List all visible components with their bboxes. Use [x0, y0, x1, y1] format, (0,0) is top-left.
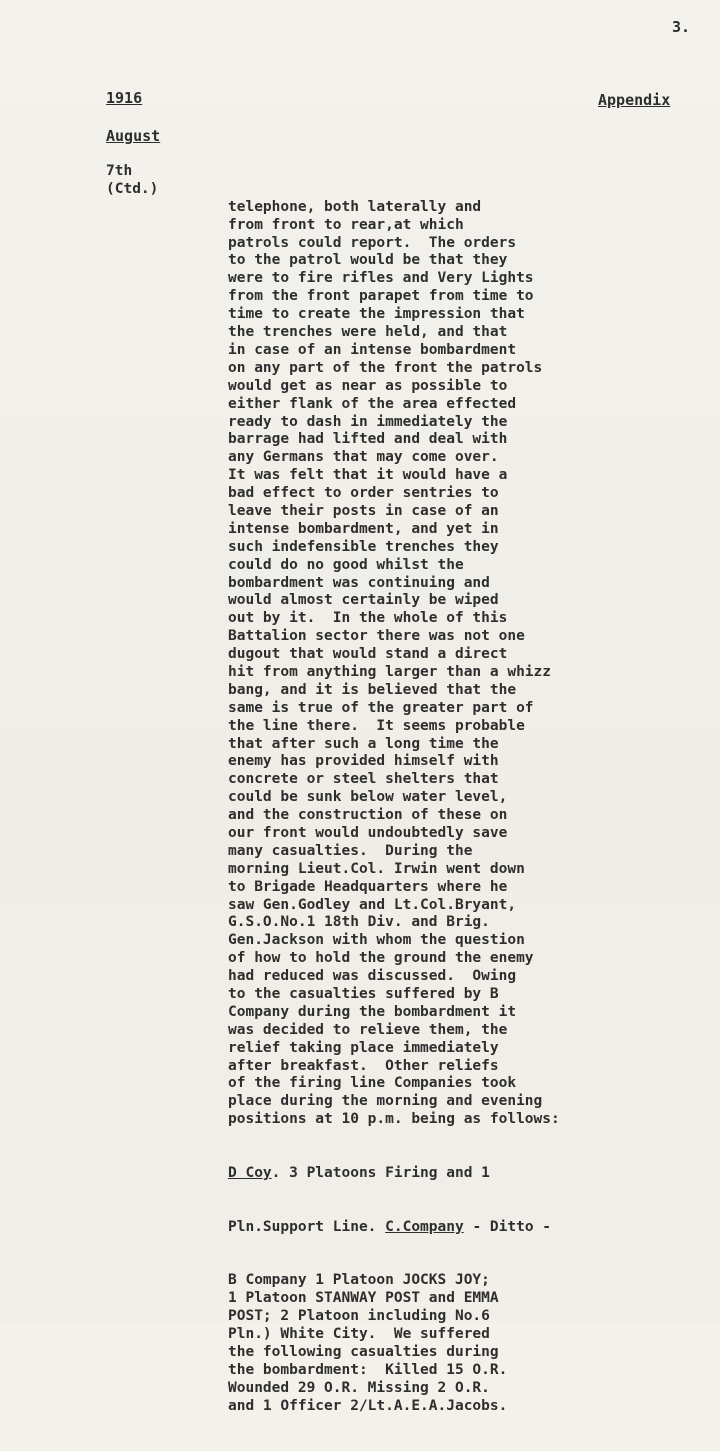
entry-line: Battalion sector there was not one [228, 628, 525, 645]
entry-line: and 1 Officer 2/Lt.A.E.A.Jacobs. [228, 1397, 508, 1414]
entry-line: morning Lieut.Col. Irwin went down [228, 860, 525, 877]
entry-line: POST; 2 Platoon including No.6 [228, 1308, 490, 1325]
support-line-text: Pln.Support Line. [228, 1218, 386, 1235]
entry-lines [228, 199, 708, 1129]
entry-line: was decided to relieve them, the [228, 1021, 508, 1038]
entry-line: the trenches were held, and that [228, 324, 508, 341]
entry-line: time to create the impression that [228, 306, 525, 323]
entry-line: any Germans that may come over. [228, 449, 499, 466]
page-number: 3. [672, 18, 691, 36]
entry-line: leave their posts in case of an [228, 502, 499, 519]
entry-line: bang, and it is believed that the [228, 681, 517, 698]
year-heading: 1916 [106, 89, 143, 107]
entry-line: would get as near as possible to [228, 377, 508, 394]
entry-line: barrage had lifted and deal with [228, 431, 508, 448]
entry-line: concrete or steel shelters that [228, 771, 499, 788]
entry-line: of how to hold the ground the enemy [228, 950, 534, 967]
entry-line: hit from anything larger than a whizz [228, 663, 552, 680]
entry-line: could be sunk below water level, [228, 789, 508, 806]
entry-line: from the front parapet from time to [228, 288, 534, 305]
entry-line: the following casualties during [228, 1343, 499, 1360]
entry-body [228, 163, 708, 1451]
entry-line: of the firing line Companies took [228, 1075, 517, 1092]
entry-line: Company during the bombardment it [228, 1003, 517, 1020]
entry-line: intense bombardment, and yet in [228, 520, 499, 537]
entry-line: ready to dash in immediately the [228, 413, 508, 430]
entry-line: Pln.) White City. We suffered [228, 1326, 490, 1343]
entry-line: after breakfast. Other reliefs [228, 1057, 499, 1074]
entry-line: from front to rear,at which [228, 216, 464, 233]
entry-line: patrols could report. The orders [228, 234, 517, 251]
entry-line: to Brigade Headquarters where he [228, 878, 508, 895]
entry-line: and the construction of these on [228, 807, 508, 824]
support-line-ditto: - Ditto - [463, 1218, 552, 1235]
entry-line: Wounded 29 O.R. Missing 2 O.R. [228, 1379, 490, 1396]
entry-line: were to fire rifles and Very Lights [228, 270, 534, 287]
entry-line: many casualties. During the [228, 842, 473, 859]
entry-line: saw Gen.Godley and Lt.Col.Bryant, [228, 896, 517, 913]
entry-line: positions at 10 p.m. being as follows: [228, 1111, 560, 1128]
entry-line: B Company 1 Platoon JOCKS JOY; [228, 1272, 490, 1289]
entry-line-support [228, 1219, 708, 1237]
entry-line: bad effect to order sentries to [228, 485, 499, 502]
entry-line: It was felt that it would have a [228, 467, 508, 484]
entry-line: had reduced was discussed. Owing [228, 968, 517, 985]
entry-line: place during the morning and evening [228, 1093, 543, 1110]
entry-line: relief taking place immediately [228, 1039, 499, 1056]
entry-line: would almost certainly be wiped [228, 592, 499, 609]
entry-line: Gen.Jackson with whom the question [228, 932, 525, 949]
appendix-heading: Appendix [598, 91, 671, 109]
entry-tail-lines [228, 1272, 708, 1415]
entry-line: that after such a long time the [228, 735, 499, 752]
entry-line: to the casualties suffered by B [228, 986, 499, 1002]
entry-line: out by it. In the whole of this [228, 610, 508, 627]
entry-line: in case of an intense bombardment [228, 341, 517, 358]
entry-line: on any part of the front the patrols [228, 359, 543, 376]
entry-line: either flank of the area effected [228, 395, 517, 412]
entry-line: bombardment was continuing and [228, 574, 490, 591]
entry-line: dugout that would stand a direct [228, 646, 508, 663]
c-company-label: C.Company [385, 1218, 464, 1235]
entry-line: G.S.O.No.1 18th Div. and Brig. [228, 914, 490, 931]
entry-line: same is true of the greater part of [228, 699, 534, 716]
d-coy-label: D Coy [228, 1164, 272, 1181]
entry-date [106, 163, 158, 199]
entry-line: the bombardment: Killed 15 O.R. [228, 1361, 508, 1378]
entry-line: 1 Platoon STANWAY POST and EMMA [228, 1290, 499, 1307]
entry-line: such indefensible trenches they [228, 538, 499, 555]
d-coy-text: . 3 Platoons Firing and 1 [271, 1164, 490, 1181]
entry-line: telephone, both laterally and [228, 198, 482, 215]
entry-line-d-coy [228, 1165, 708, 1183]
entry-day: 7th [106, 163, 133, 179]
entry-line: our front would undoubtedly save [228, 824, 508, 841]
month-heading: August [106, 127, 161, 145]
entry-continued: (Ctd.) [106, 180, 159, 197]
entry-line: enemy has provided himself with [228, 753, 499, 770]
entry-line: the line there. It seems probable [228, 717, 525, 734]
entry-line: could do no good whilst the [228, 556, 464, 573]
entry-line: to the patrol would be that they [228, 252, 508, 269]
